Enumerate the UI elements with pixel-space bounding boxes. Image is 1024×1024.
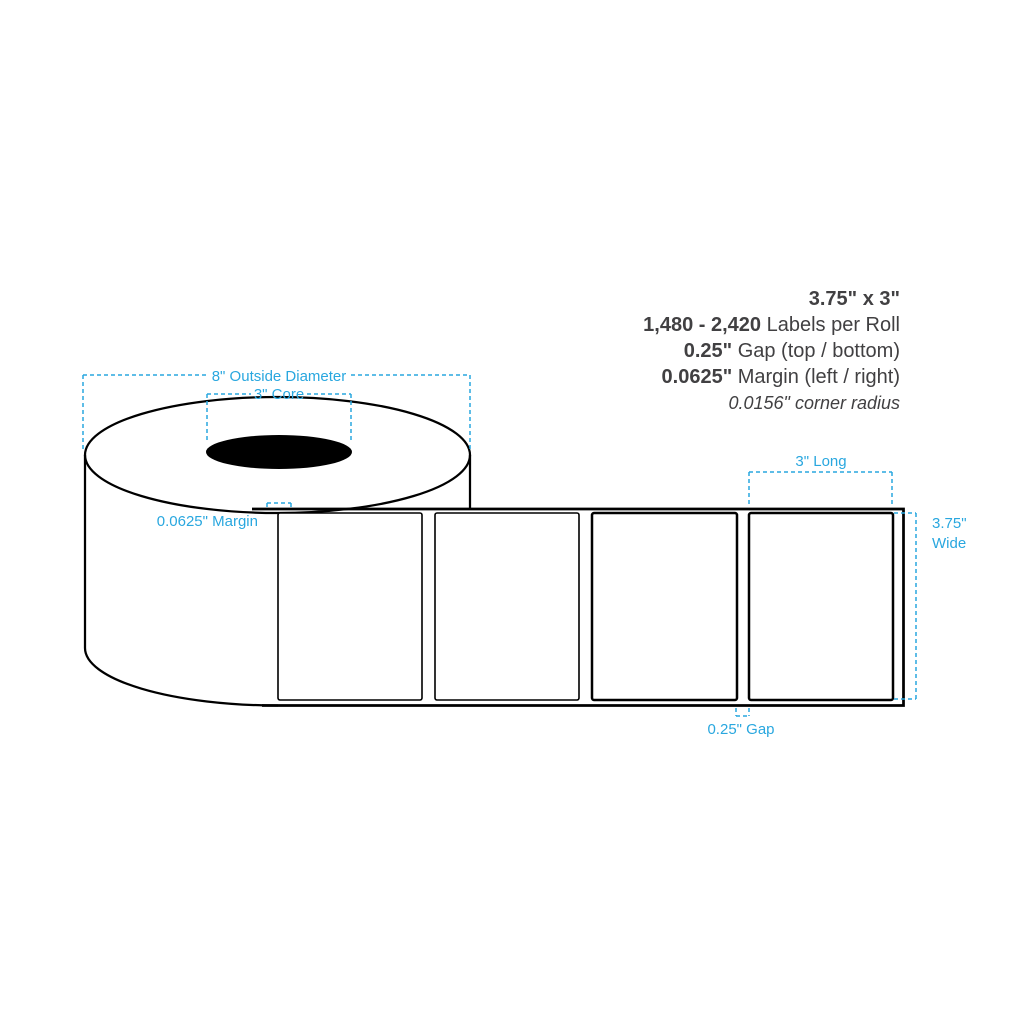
spec-corner-radius: 0.0156" corner radius <box>728 393 900 413</box>
spec-labels-per-roll-suffix: Labels per Roll <box>761 314 900 336</box>
spec-gap-value: 0.25" <box>683 340 733 362</box>
spec-gap-suffix: Gap (top / bottom) <box>732 340 900 362</box>
label-strip <box>252 509 904 706</box>
roll-core-hole <box>206 435 352 469</box>
dim-wide-bracket <box>894 513 916 699</box>
dim-outside-diameter-label: 8" Outside Diameter <box>211 368 347 385</box>
dim-gap-label: 0.25" Gap <box>707 721 775 738</box>
spec-margin-suffix: Margin (left / right) <box>732 366 900 388</box>
dim-gap-bracket <box>736 708 749 716</box>
spec-size: 3.75" x 3" <box>808 288 900 310</box>
dim-core-label: 3" Core <box>253 386 305 403</box>
roll-body-outline <box>85 455 278 706</box>
label-rect-3 <box>592 513 737 700</box>
dim-wide-label-value: 3.75" <box>932 515 967 532</box>
dim-margin-label: 0.0625" Margin <box>156 513 258 530</box>
label-rect-4 <box>749 513 893 700</box>
spec-labels-per-roll-value: 1,480 - 2,420 <box>643 314 762 336</box>
label-rect-2 <box>435 513 579 700</box>
dim-long-label: 3" Long <box>795 453 847 470</box>
spec-margin-value: 0.0625" <box>661 366 733 388</box>
dim-wide-label-word: Wide <box>932 535 967 552</box>
dim-long-bracket <box>749 472 892 506</box>
label-rect-1 <box>278 513 422 700</box>
